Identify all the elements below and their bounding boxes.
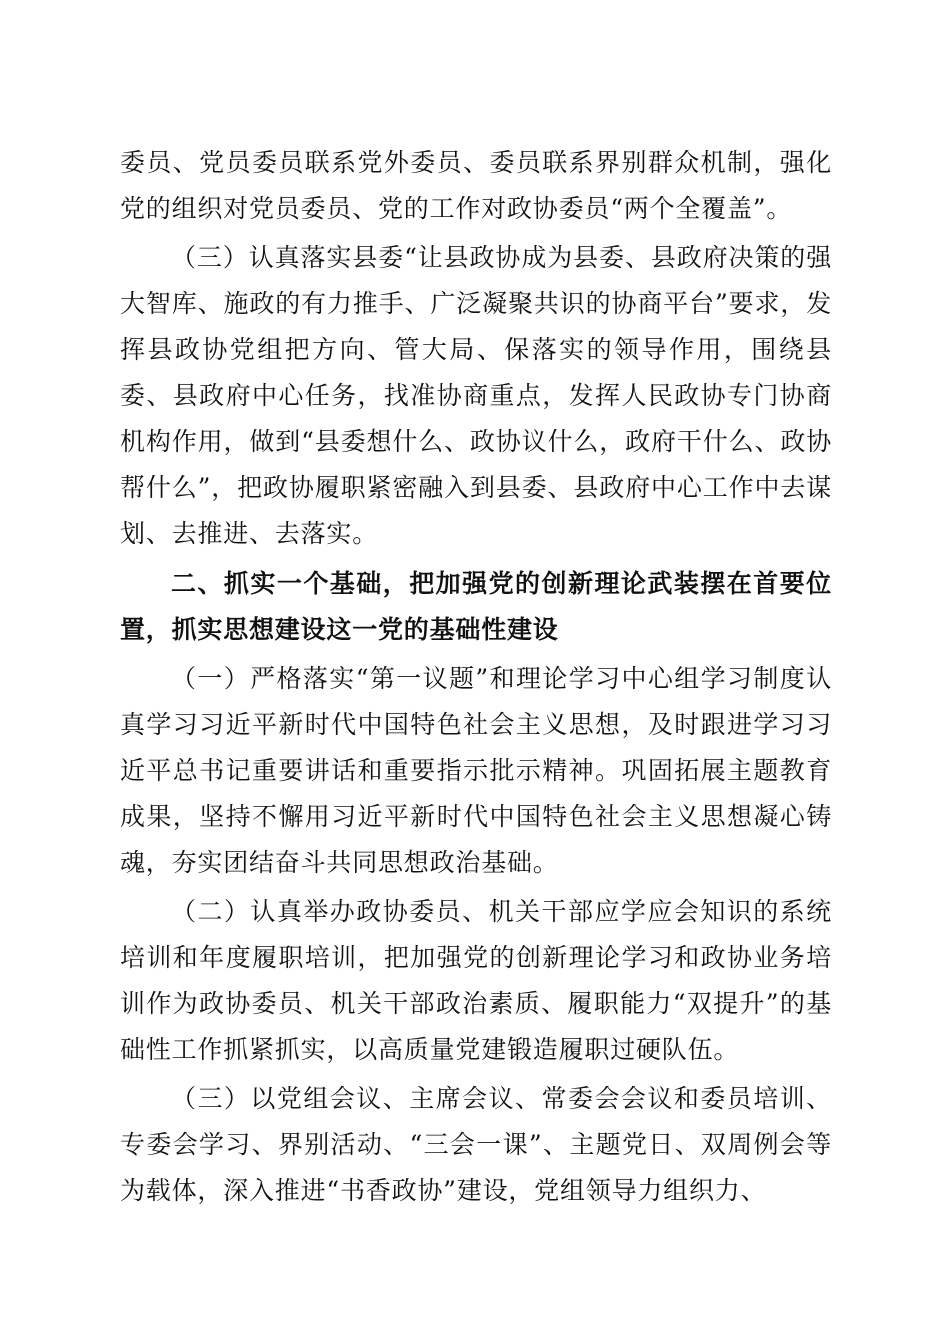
paragraph-item-two-training: （二）认真举办政协委员、机关干部应学应会知识的系统培训和年度履职培训，把加强党的创新理论学习和政协业务培训作为政协委员、机关干部政治素质、履职能力“双提升”的基础性工作抓紧抓实，以高质量党建锻造履职过硬队伍。 (120, 897, 832, 1064)
paragraph-item-three-reading-cppcc: （三）以党组会议、主席会议、常委会会议和委员培训、专委会学习、界别活动、“三会一课”、主题党日、双周例会等为载体，深入推进“书香政协”建设，党组领导力组织力、 (120, 1084, 832, 1205)
document-body (120, 140, 832, 1214)
paragraph-item-one-first-topic: （一）严格落实“第一议题”和理论学习中心组学习制度认真学习习近平新时代中国特色社会主义思想，及时跟进学习习近平总书记重要讲话和重要指示批示精神。巩固拓展主题教育成果，坚持不懈用习近平新时代中国特色社会主义思想凝心铸魂，夯实团结奋斗共同思想政治基础。 (120, 664, 832, 877)
section-heading-two: 二、抓实一个基础，把加强党的创新理论武装摆在首要位置，抓实思想建设这一党的基础性建设 (120, 569, 832, 644)
paragraph-two-full-coverage: 委员、党员委员联系党外委员、委员联系界别群众机制，强化党的组织对党员委员、党的工作对政协委员“两个全覆盖”。 (120, 148, 832, 223)
paragraph-item-three-think-tank: （三）认真落实县委“让县政协成为县委、县政府决策的强大智库、施政的有力推手、广泛凝聚共识的协商平台”要求，发挥县政协党组把方向、管大局、保落实的领导作用，围绕县委、县政府中心任务，找准协商重点，发挥人民政协专门协商机构作用，做到“县委想什么、政协议什么，政府干什么、政协帮什么”，把政协履职紧密融入到县委、县政府中心工作中去谋划、去推进、去落实。 (120, 243, 832, 548)
